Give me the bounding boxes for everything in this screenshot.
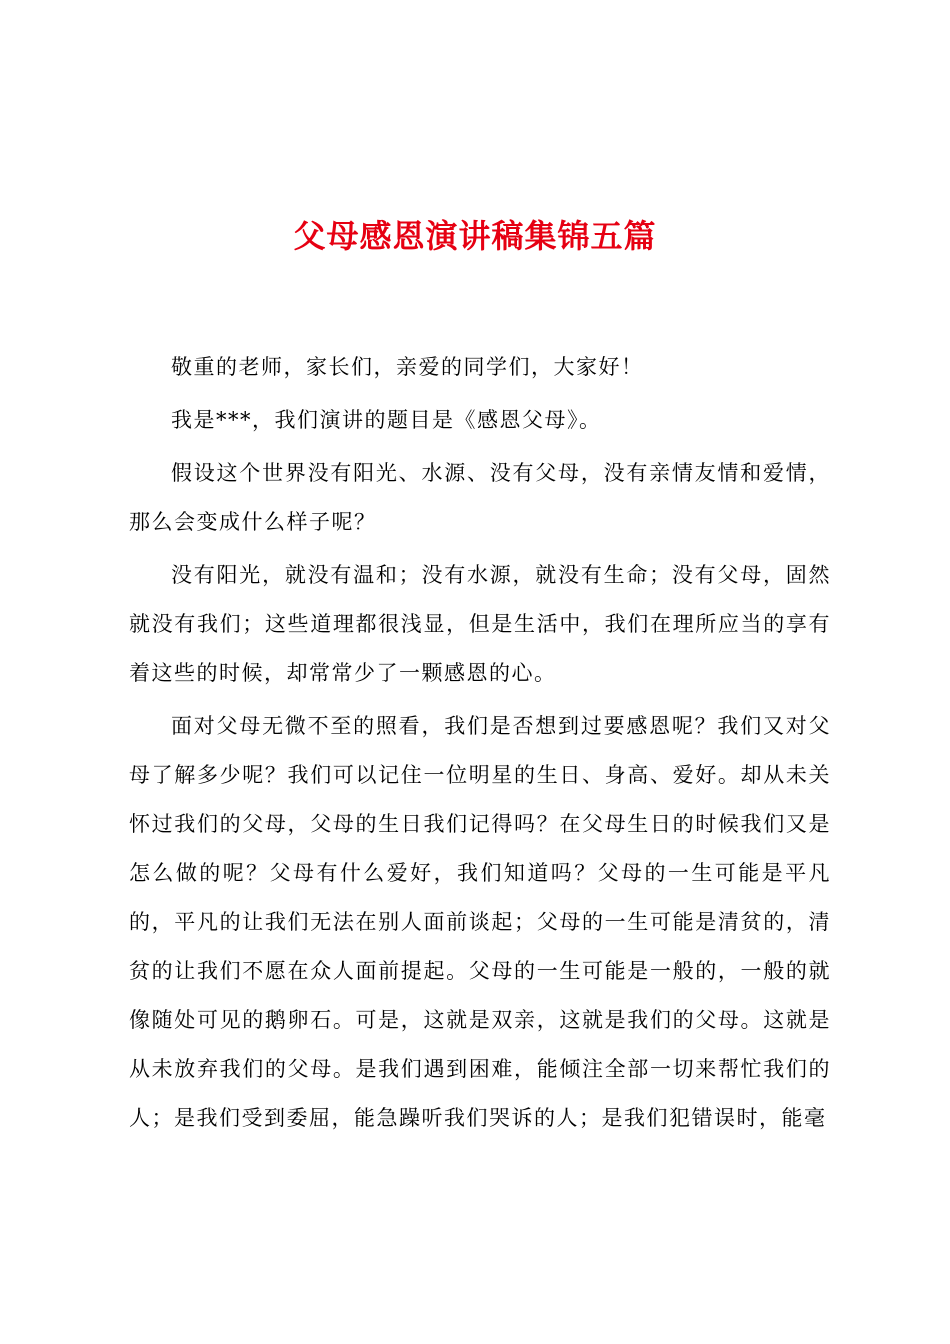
paragraph-parents: 面对父母无微不至的照看，我们是否想到过要感恩呢？我们又对父母了解多少呢？我们可以记住一位明星的生日、身高、爱好。却从未关怀过我们的父母，父母的生日我们记得吗？在父母生日的时候我们又是怎么做的呢？父母有什么爱好，我们知道吗？父母的一生可能是平凡的，平凡的让我们无法在别人面前谈起；父母的一生可能是清贫的，清贫的让我们不愿在众人面前提起。父母的一生可能是一般的，一般的就像随处可见的鹅卵石。可是，这就是双亲，这就是我们的父母。这就是从未放弃我们的父母。是我们遇到困难，能倾注全部一切来帮忙我们的人；是我们受到委屈，能急躁听我们哭诉的人；是我们犯错误时，能毫 [129,714,831,1130]
paragraph-hypothesis: 假设这个世界没有阳光、水源、没有父母，没有亲情友情和爱情，那么会变成什么样子呢？ [129,461,831,534]
paragraph-reasoning: 没有阳光，就没有温和；没有水源，就没有生命；没有父母，固然就没有我们；这些道理都很浅显，但是生活中，我们在理所应当的享有着这些的时候，却常常少了一颗感恩的心。 [129,563,831,685]
paragraph-intro: 我是***，我们演讲的题目是《感恩父母》。 [171,408,602,432]
document-title: 父母感恩演讲稿集锦五篇 [293,217,657,255]
paragraph-greeting: 敬重的老师，家长们，亲爱的同学们，大家好！ [171,355,644,379]
document-body [129,343,831,1147]
